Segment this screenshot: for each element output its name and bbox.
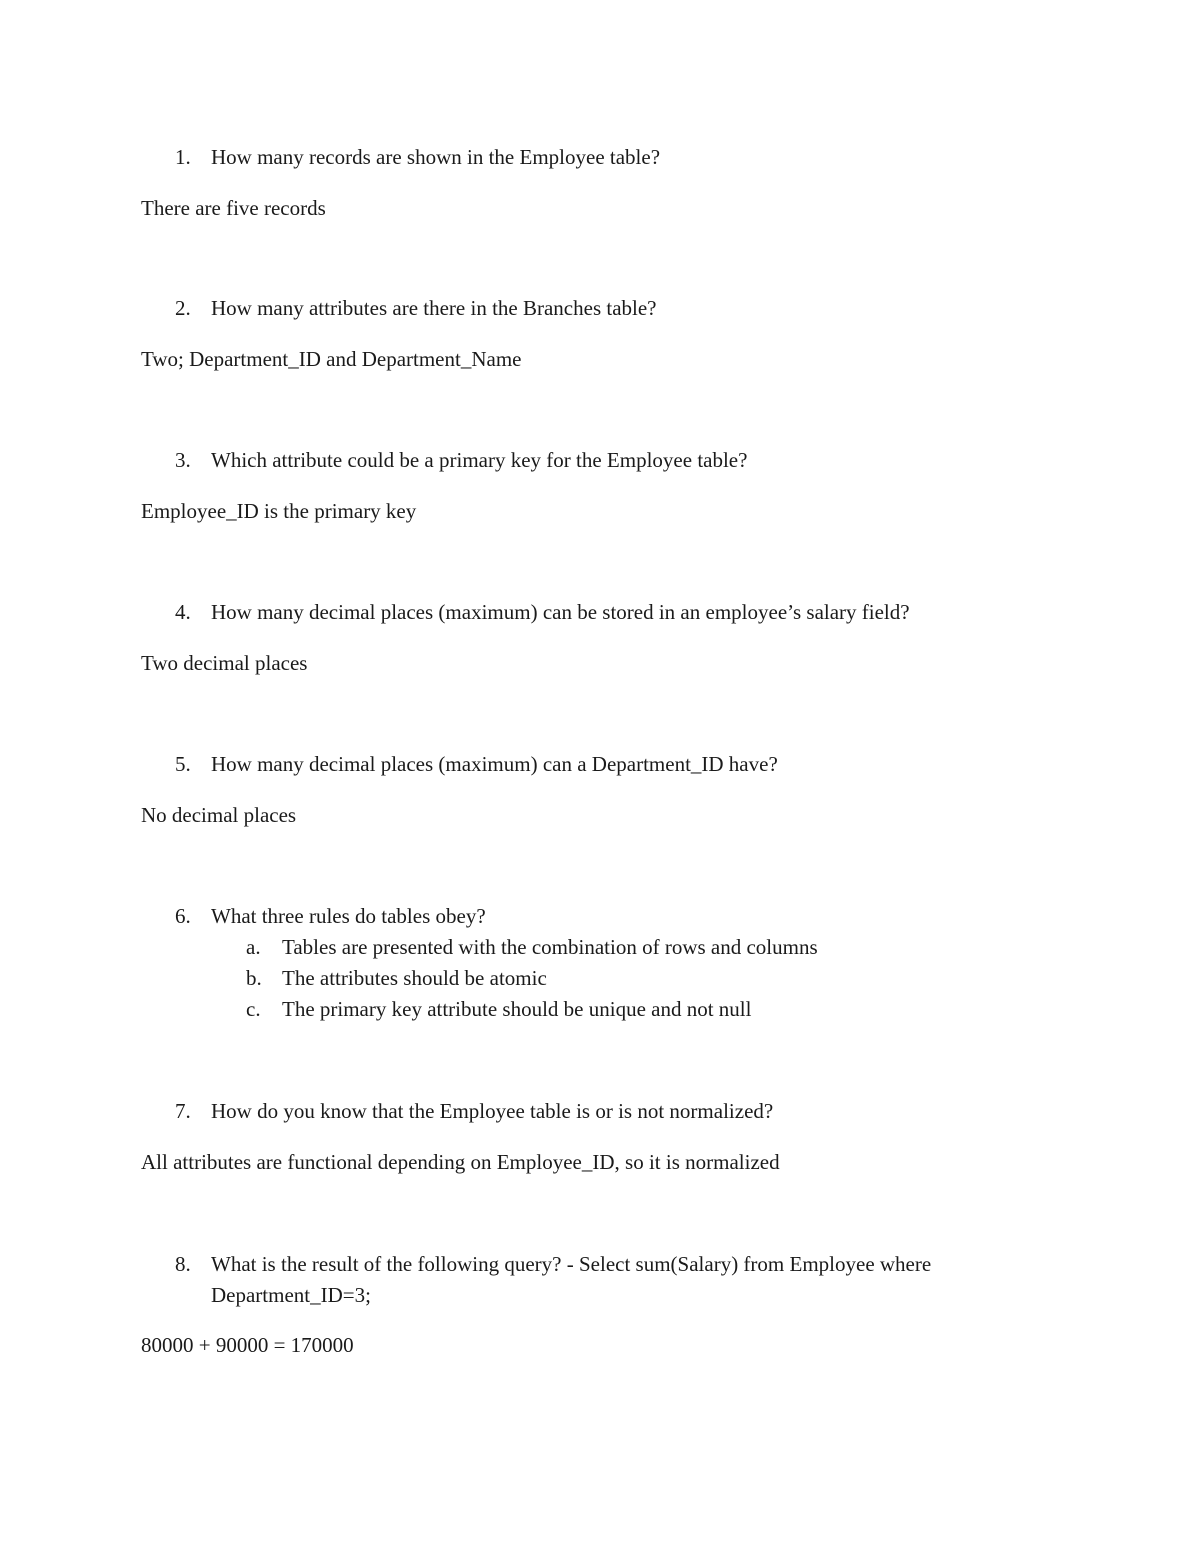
question-number: 5. [175, 752, 191, 776]
question-number: 3. [175, 448, 191, 472]
list-item: The attributes should be atomic [282, 966, 547, 990]
answer-4: Two decimal places [141, 651, 308, 675]
question-number: 8. [175, 1252, 191, 1276]
question-number: 7. [175, 1099, 191, 1123]
question-number: 6. [175, 904, 191, 928]
answer-5: No decimal places [141, 803, 297, 827]
question-text: What three rules do tables obey? [211, 904, 486, 928]
answer-1: There are five records [141, 196, 326, 220]
question-text: What is the result of the following query? - Select sum(Salary) from Employee where [211, 1252, 932, 1276]
question-text: How many decimal places (maximum) can a Department_ID have? [211, 752, 778, 776]
question-number: 2. [175, 296, 191, 320]
answer-7: All attributes are functional depending on Employee_ID, so it is normalized [141, 1150, 780, 1174]
question-text: How do you know that the Employee table is or is not normalized? [211, 1099, 774, 1123]
question-text: How many records are shown in the Employee table? [211, 145, 661, 169]
question-text: Which attribute could be a primary key for the Employee table? [211, 448, 748, 472]
question-number: 4. [175, 600, 191, 624]
question-text: How many attributes are there in the Branches table? [211, 296, 657, 320]
answer-2: Two; Department_ID and Department_Name [141, 347, 522, 371]
question-text-continuation: Department_ID=3; [211, 1283, 371, 1307]
list-item-letter: c. [246, 997, 261, 1021]
answer-3: Employee_ID is the primary key [141, 499, 417, 523]
list-item-letter: a. [246, 935, 261, 959]
answer-8: 80000 + 90000 = 170000 [141, 1333, 354, 1357]
list-item: The primary key attribute should be unique and not null [282, 997, 752, 1021]
list-item-letter: b. [246, 966, 262, 990]
question-text: How many decimal places (maximum) can be stored in an employee’s salary field? [211, 600, 910, 624]
list-item: Tables are presented with the combination of rows and columns [282, 935, 818, 959]
question-number: 1. [175, 145, 191, 169]
